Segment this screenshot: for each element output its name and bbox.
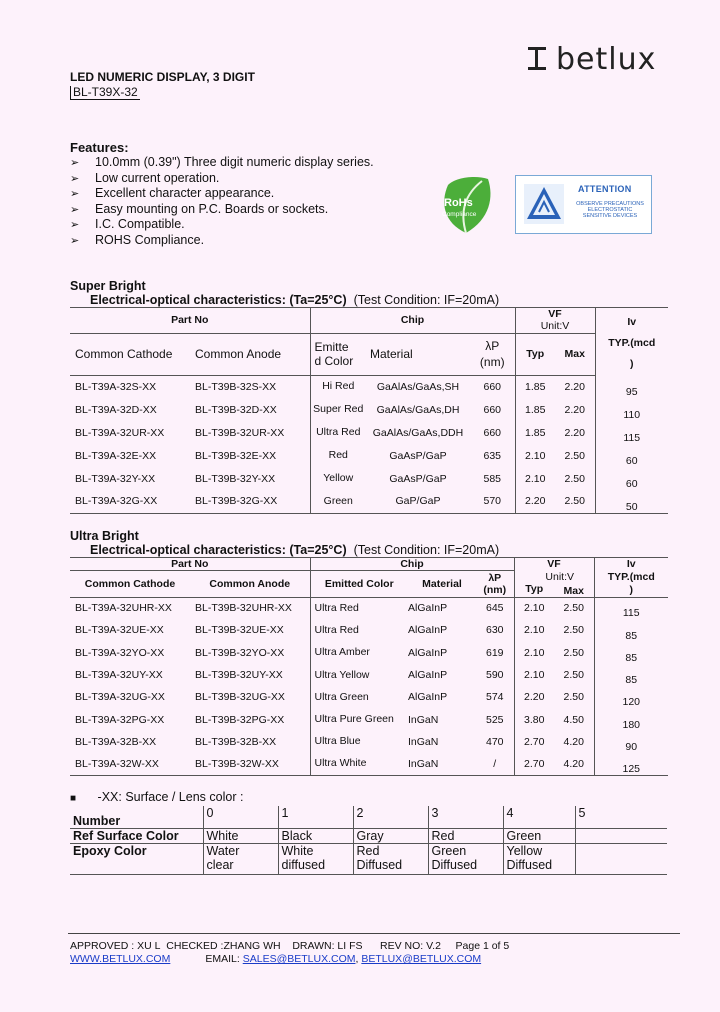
number-cell: 3: [428, 806, 503, 828]
epoxy-cell: Red Diffused: [353, 843, 428, 874]
esd-warning-icon: [524, 184, 564, 224]
header-max: Max: [555, 333, 595, 375]
vf-max: 2.20: [564, 380, 585, 393]
lens-color-table: [70, 806, 667, 875]
document-title: LED NUMERIC DISPLAY, 3 DIGIT: [70, 70, 255, 84]
super-bright-rows: [70, 375, 668, 513]
epoxy-cell: Yellow Diffused: [503, 843, 575, 874]
part-anode: BL-T39B-32D-XX: [195, 403, 277, 416]
emitted-color: Ultra Red: [310, 421, 364, 444]
emitted-color: Super Red: [310, 398, 364, 421]
wavelength: 525: [485, 713, 504, 726]
row-label-surface: Ref Surface Color: [70, 828, 203, 843]
website-link[interactable]: WWW.BETLUX.COM: [70, 953, 171, 965]
ultra-bright-subtitle: Electrical-optical characteristics: (Ta=25°C) (Test Condition: IF=20mA): [90, 543, 500, 557]
header-lambda: λP (nm): [476, 571, 514, 598]
vf-typ: 2.20: [514, 686, 554, 708]
header-vf: VF: [514, 558, 594, 571]
part-cathode: BL-T39A-32UE-XX: [75, 624, 164, 637]
header-material: Material: [408, 571, 476, 598]
emitted-color: Green: [310, 490, 364, 513]
header-material: Material: [364, 333, 470, 375]
feature-item: ➢ Excellent character appearance.: [70, 186, 275, 201]
table-row: [70, 619, 668, 641]
header-typ-mcd: TYP.(mcd ): [594, 571, 668, 598]
iv-typ: 50: [595, 490, 668, 513]
surface-cell: White: [203, 828, 278, 843]
page-number: Page 1 of 5: [455, 940, 510, 952]
chip-material: InGaN: [408, 735, 439, 748]
vf-typ: 2.10: [514, 597, 554, 619]
iv-typ: 120: [594, 686, 668, 708]
footer-contacts: WWW.BETLUX.COM EMAIL: SALES@BETLUX.COM, BETLUX@BETLUX.COM: [70, 953, 482, 965]
chip-material: GaAlAs/GaAs,SH: [376, 380, 460, 393]
chip-material: GaAsP/GaP: [389, 472, 447, 485]
surface-cell: Black: [278, 828, 353, 843]
wavelength: 645: [485, 602, 504, 615]
row-label-number: Number: [70, 806, 203, 828]
table-row: [70, 664, 668, 686]
arrow-bullet-icon: ➢: [70, 172, 80, 185]
part-anode: BL-T39B-32UE-XX: [195, 624, 284, 637]
part-anode: BL-T39B-32UHR-XX: [195, 602, 292, 615]
header-iv: Iv TYP.(mcd ): [595, 308, 668, 376]
number-cell: 0: [203, 806, 278, 828]
super-bright-heading: Super Bright: [70, 279, 146, 293]
iv-typ: 180: [594, 708, 668, 730]
arrow-bullet-icon: ➢: [70, 188, 80, 201]
drawn-by: DRAWN: LI FS: [292, 940, 363, 952]
header-vf: VF Unit:V: [515, 308, 595, 334]
iv-typ: 85: [594, 642, 668, 664]
emitted-color: Hi Red: [310, 375, 364, 398]
part-code: BL-T39X-32: [70, 86, 140, 100]
ultra-bright-table: [70, 557, 668, 776]
vf-max: 2.50: [563, 646, 584, 659]
part-anode: BL-T39B-32B-XX: [195, 735, 277, 748]
part-cathode: BL-T39A-32W-XX: [70, 753, 190, 775]
wavelength: 660: [483, 380, 502, 393]
vf-typ: 2.10: [514, 619, 554, 641]
wavelength: 585: [483, 472, 502, 485]
feature-item: ➢ Low current operation.: [70, 170, 220, 185]
vf-typ: 1.85: [515, 421, 555, 444]
part-anode: BL-T39B-32UY-XX: [195, 669, 283, 682]
number-cell: 5: [575, 806, 667, 828]
table-row: [70, 753, 668, 775]
header-lambda: λP (nm): [470, 333, 515, 375]
header-chip: Chip: [310, 308, 515, 334]
iv-typ: 115: [595, 421, 668, 444]
header-part-no: Part No: [70, 558, 310, 571]
sales-email-link[interactable]: SALES@BETLUX.COM: [242, 953, 356, 965]
part-cathode: BL-T39A-32G-XX: [70, 490, 190, 513]
chip-material: InGaN: [408, 753, 476, 775]
chip-material: AlGaInP: [408, 646, 448, 659]
arrow-bullet-icon: ➢: [70, 234, 80, 247]
chip-material: AlGaInP: [408, 691, 448, 704]
wavelength: 570: [470, 490, 515, 513]
epoxy-cell: Green Diffused: [428, 843, 503, 874]
surface-cell: [575, 828, 667, 843]
vf-max: 4.20: [563, 735, 584, 748]
iv-typ: 110: [595, 398, 668, 421]
approved-by: APPROVED : XU L: [70, 940, 161, 952]
chip-material: GaAlAs/GaAs,DH: [376, 403, 460, 416]
vf-typ: 1.85: [515, 398, 555, 421]
emitted-color: Ultra Pure Green: [310, 708, 408, 730]
part-cathode: BL-T39A-32YO-XX: [75, 646, 165, 659]
feature-item: ➢ Easy mounting on P.C. Boards or sockets.: [70, 201, 329, 216]
wavelength: 630: [485, 624, 504, 637]
table-row: [70, 421, 668, 444]
checked-by: CHECKED :ZHANG WH: [166, 940, 281, 952]
header-chip: Chip: [310, 558, 514, 571]
email-label: EMAIL:: [205, 953, 240, 965]
wavelength: /: [476, 753, 514, 775]
chip-material: GaAsP/GaP: [389, 449, 447, 462]
epoxy-cell: [575, 843, 667, 874]
vf-max: 2.50: [563, 691, 584, 704]
footer-approvals: [70, 940, 509, 952]
rohs-subtitle: Compliance: [442, 211, 477, 218]
part-cathode: BL-T39A-32B-XX: [75, 735, 157, 748]
vf-max: 2.50: [564, 449, 585, 462]
part-cathode: BL-T39A-32Y-XX: [75, 472, 156, 485]
chip-material: InGaN: [408, 713, 439, 726]
part-anode: BL-T39B-32Y-XX: [195, 472, 276, 485]
rohs-title: RoHs: [444, 197, 473, 209]
table-row: [70, 444, 668, 467]
surface-cell: Red: [428, 828, 503, 843]
ultra-bright-heading: Ultra Bright: [70, 529, 139, 543]
wavelength: 660: [483, 426, 502, 439]
logo-mark-icon: [526, 43, 556, 73]
logo-text: betlux: [556, 42, 657, 77]
header-max: Max: [554, 571, 594, 598]
chip-material: GaP/GaP: [364, 490, 470, 513]
epoxy-cell: White diffused: [278, 843, 353, 874]
arrow-bullet-icon: ➢: [70, 203, 80, 216]
header-part-no: Part No: [70, 308, 310, 334]
rohs-badge: [438, 173, 494, 235]
part-cathode: BL-T39A-32UY-XX: [75, 669, 163, 682]
revision: REV NO: V.2: [380, 940, 441, 952]
vf-max: 4.20: [554, 753, 594, 775]
part-anode: BL-T39B-32UG-XX: [195, 691, 285, 704]
part-cathode: BL-T39A-32UHR-XX: [75, 602, 172, 615]
table-row: [70, 642, 668, 664]
wavelength: 660: [483, 403, 502, 416]
emitted-color: Ultra White: [310, 753, 408, 775]
part-anode: BL-T39B-32YO-XX: [195, 646, 285, 659]
iv-typ: 60: [595, 444, 668, 467]
table-row: [70, 375, 668, 398]
vf-max: 2.50: [555, 490, 595, 513]
row-label-epoxy: Epoxy Color: [70, 843, 203, 874]
table-row: [70, 597, 668, 619]
part-anode: BL-T39B-32G-XX: [190, 490, 310, 513]
emitted-color: Yellow: [310, 467, 364, 490]
part-anode: BL-T39B-32E-XX: [195, 449, 277, 462]
header-emitted-color: Emitted Color: [310, 571, 408, 598]
vf-typ: 3.80: [514, 708, 554, 730]
footer-divider: [68, 933, 680, 934]
vf-max: 2.20: [564, 403, 585, 416]
header-typ: Typ: [515, 333, 555, 375]
header-common-cathode: Common Cathode: [70, 333, 190, 375]
lens-color-heading: ■ -XX: Surface / Lens color :: [70, 790, 244, 804]
table-row: [70, 490, 668, 513]
iv-typ: 95: [595, 375, 668, 398]
vf-typ: 2.10: [515, 444, 555, 467]
super-bright-subtitle: Electrical-optical characteristics: (Ta=25°C) (Test Condition: IF=20mA): [90, 293, 500, 307]
super-bright-table: [70, 307, 668, 514]
wavelength: 635: [483, 449, 502, 462]
iv-typ: 60: [595, 467, 668, 490]
table-row: [70, 467, 668, 490]
number-cell: 2: [353, 806, 428, 828]
chip-material: AlGaInP: [408, 624, 448, 637]
features-heading: Features:: [70, 140, 129, 155]
company-logo: [526, 42, 656, 77]
wavelength: 619: [485, 646, 504, 659]
table-row: [70, 731, 668, 753]
feature-item: ➢ 10.0mm (0.39") Three digit numeric display series.: [70, 155, 374, 169]
vf-typ: 2.10: [515, 467, 555, 490]
vf-max: 4.50: [563, 713, 584, 726]
part-anode: BL-T39B-32W-XX: [190, 753, 310, 775]
wavelength: 590: [485, 669, 504, 682]
arrow-bullet-icon: ➢: [70, 157, 80, 169]
part-anode: BL-T39B-32UR-XX: [195, 426, 285, 439]
part-cathode: BL-T39A-32UG-XX: [75, 691, 165, 704]
header-common-anode: Common Anode: [190, 333, 310, 375]
ultra-bright-rows: [70, 597, 668, 775]
header-iv: Iv: [594, 558, 668, 571]
surface-cell: Gray: [353, 828, 428, 843]
vf-typ: 1.85: [515, 375, 555, 398]
iv-typ: 125: [594, 753, 668, 775]
vf-typ: 2.70: [514, 731, 554, 753]
attention-text: OBSERVE PRECAUTIONS ELECTROSTATIC SENSITIVE DEVICES: [576, 201, 644, 219]
table-row: [70, 708, 668, 730]
arrow-bullet-icon: ➢: [70, 219, 80, 232]
part-cathode: BL-T39A-32PG-XX: [75, 713, 165, 726]
emitted-color: Ultra Amber: [310, 642, 408, 664]
emitted-color: Ultra Green: [310, 686, 408, 708]
iv-typ: 85: [594, 619, 668, 641]
part-cathode: BL-T39A-32UR-XX: [75, 426, 165, 439]
header-unit-typ: Unit:V Typ: [514, 571, 554, 598]
part-cathode: BL-T39A-32D-XX: [75, 403, 157, 416]
number-cell: 1: [278, 806, 353, 828]
emitted-color: Ultra Red: [310, 619, 408, 641]
emitted-color: Red: [310, 444, 364, 467]
header-common-cathode: Common Cathode: [70, 571, 190, 598]
table-row: [70, 398, 668, 421]
part-anode: BL-T39B-32S-XX: [195, 380, 277, 393]
chip-material: AlGaInP: [408, 602, 448, 615]
vf-typ: 2.10: [514, 664, 554, 686]
vf-typ: 2.20: [515, 490, 555, 513]
iv-typ: 85: [594, 664, 668, 686]
vf-max: 2.50: [563, 624, 584, 637]
iv-typ: 90: [594, 731, 668, 753]
part-cathode: BL-T39A-32S-XX: [75, 380, 157, 393]
epoxy-cell: Water clear: [203, 843, 278, 874]
surface-cell: Green: [503, 828, 575, 843]
part-anode: BL-T39B-32PG-XX: [195, 713, 285, 726]
vf-max: 2.50: [563, 602, 584, 615]
features-list: [70, 155, 374, 249]
feature-item: ➢ ROHS Compliance.: [70, 232, 205, 247]
header-common-anode: Common Anode: [190, 571, 310, 598]
vf-max: 2.20: [564, 426, 585, 439]
chip-material: AlGaInP: [408, 669, 448, 682]
emitted-color: Ultra Blue: [310, 731, 408, 753]
vf-max: 2.50: [563, 669, 584, 682]
part-cathode: BL-T39A-32E-XX: [75, 449, 157, 462]
table-row: [70, 686, 668, 708]
emitted-color: Ultra Red: [310, 597, 408, 619]
esd-attention-label: [515, 175, 652, 234]
header-emitted-color: Emitte d Color: [310, 333, 364, 375]
feature-item: ➢ I.C. Compatible.: [70, 217, 185, 232]
iv-typ: 115: [594, 597, 668, 619]
chip-material: GaAlAs/GaAs,DDH: [372, 426, 464, 439]
number-cell: 4: [503, 806, 575, 828]
wavelength: 574: [485, 691, 504, 704]
vf-typ: 2.10: [514, 642, 554, 664]
square-bullet-icon: ■: [70, 793, 77, 804]
emitted-color: Ultra Yellow: [310, 664, 408, 686]
vf-typ: 2.70: [514, 753, 554, 775]
betlux-email-link[interactable]: BETLUX@BETLUX.COM: [361, 953, 482, 965]
attention-title: ATTENTION: [578, 184, 632, 194]
vf-max: 2.50: [564, 472, 585, 485]
wavelength: 470: [485, 735, 504, 748]
